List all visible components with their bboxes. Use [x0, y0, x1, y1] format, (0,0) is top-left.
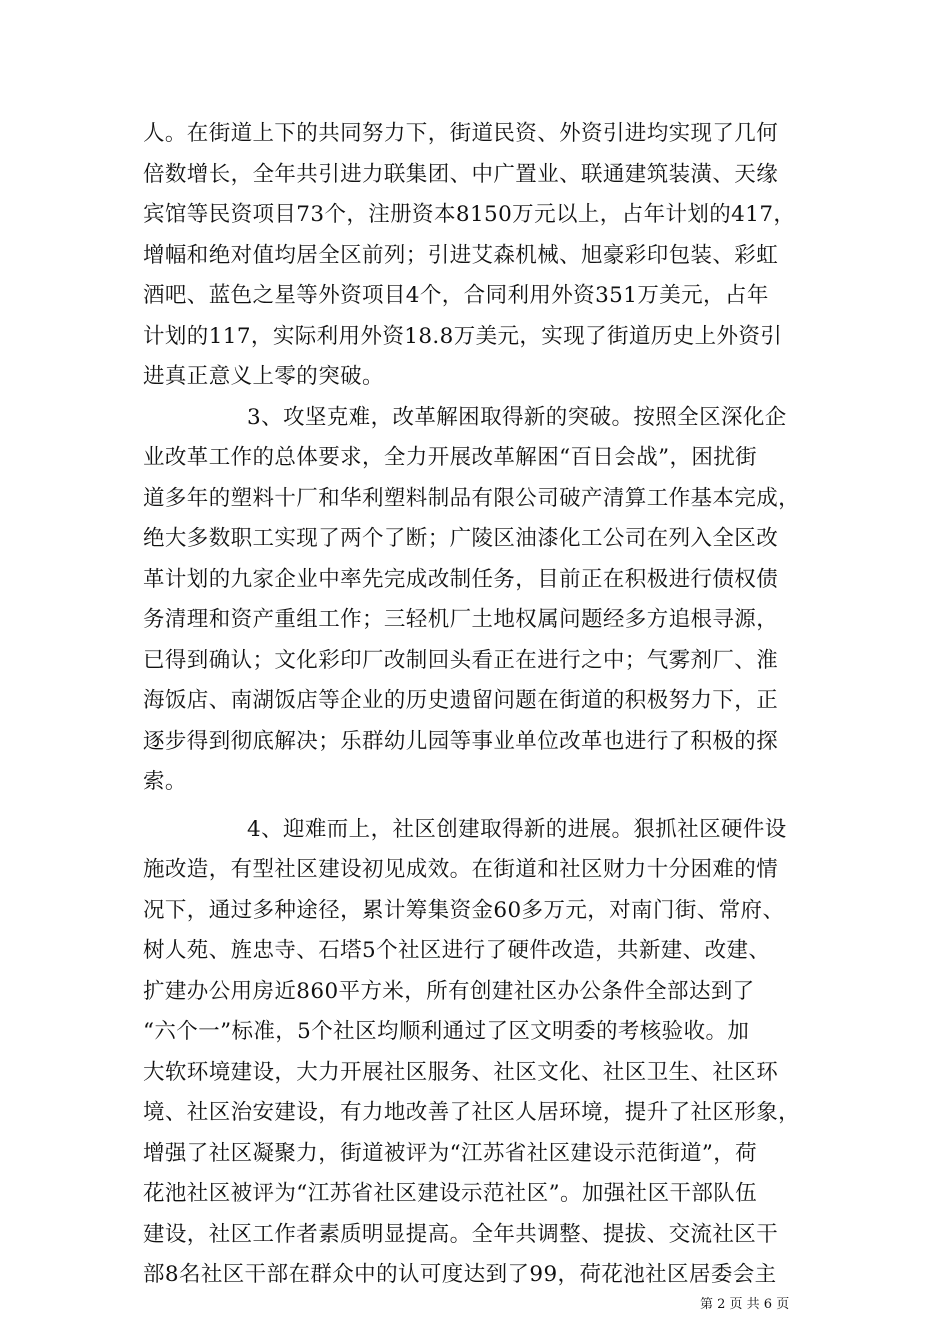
text-line: 已得到确认；文化彩印厂改制回头看正在进行之中；气雾剂厂、淮 — [143, 648, 779, 673]
text-line: 扩建办公用房近860平方米，所有创建社区办公条件全部达到了 — [143, 979, 755, 1004]
page-number-footer: 第 2 页 共 6 页 — [700, 1297, 790, 1312]
text-line: 况下，通过多种途径，累计筹集资金60多万元，对南门街、常府、 — [143, 898, 785, 923]
text-line: 逐步得到彻底解决；乐群幼儿园等事业单位改革也进行了积极的探 — [143, 729, 779, 754]
text-line: 绝大多数职工实现了两个了断；广陵区油漆化工公司在列入全区改 — [143, 526, 779, 551]
text-line: 大软环境建设，大力开展社区服务、社区文化、社区卫生、社区环 — [143, 1060, 779, 1085]
text-line: 进真正意义上零的突破。 — [143, 364, 384, 389]
text-line: 索。 — [143, 769, 187, 794]
text-line: 革计划的九家企业中率先完成改制任务，目前正在积极进行债权债 — [143, 567, 779, 592]
text-line: 建设，社区工作者素质明显提高。全年共调整、提拔、交流社区干 — [143, 1222, 779, 1247]
text-line: 道多年的塑料十厂和华利塑料制品有限公司破产清算工作基本完成， — [143, 486, 801, 511]
text-line: 部8名社区干部在群众中的认可度达到了99，荷花池社区居委会主 — [143, 1262, 777, 1287]
text-line: 境、社区治安建设，有力地改善了社区人居环境，提升了社区形象， — [143, 1100, 801, 1125]
text-line: 务清理和资产重组工作；三轻机厂土地权属问题经多方追根寻源， — [143, 607, 779, 632]
text-line: 施改造，有型社区建设初见成效。在街道和社区财力十分困难的情 — [143, 857, 779, 882]
text-line: 海饭店、南湖饭店等企业的历史遗留问题在街道的积极努力下，正 — [143, 688, 779, 713]
text-line: 宾馆等民资项目73个，注册资本8150万元以上，占年计划的417， — [143, 202, 796, 227]
section-heading-4: 4、迎难而上，社区创建取得新的进展。狠抓社区硬件设 — [247, 817, 787, 842]
text-line: 花池社区被评为“江苏省社区建设示范社区”。加强社区干部队伍 — [143, 1181, 758, 1206]
text-line: 增幅和绝对值均居全区前列；引进艾森机械、旭豪彩印包装、彩虹 — [143, 243, 779, 268]
text-line: 业改革工作的总体要求，全力开展改革解困“百日会战”，困扰街 — [143, 445, 758, 470]
section-heading-3: 3、攻坚克难，改革解困取得新的突破。按照全区深化企 — [247, 405, 787, 430]
text-line: 增强了社区凝聚力，街道被评为“江苏省社区建设示范街道”，荷 — [143, 1141, 758, 1166]
text-line: “六个一”标准，5个社区均顺利通过了区文明委的考核验收。加 — [143, 1019, 750, 1044]
text-line: 树人苑、旌忠寺、石塔5个社区进行了硬件改造，共新建、改建、 — [143, 938, 771, 963]
text-line: 计划的117，实际利用外资18.8万美元，实现了街道历史上外资引 — [143, 324, 783, 349]
text-line: 酒吧、蓝色之星等外资项目4个，合同利用外资351万美元，占年 — [143, 283, 769, 308]
text-line: 倍数增长，全年共引进力联集团、中广置业、联通建筑装潢、天缘 — [143, 162, 779, 187]
text-line: 人。在街道上下的共同努力下，街道民资、外资引进均实现了几何 — [143, 121, 779, 146]
